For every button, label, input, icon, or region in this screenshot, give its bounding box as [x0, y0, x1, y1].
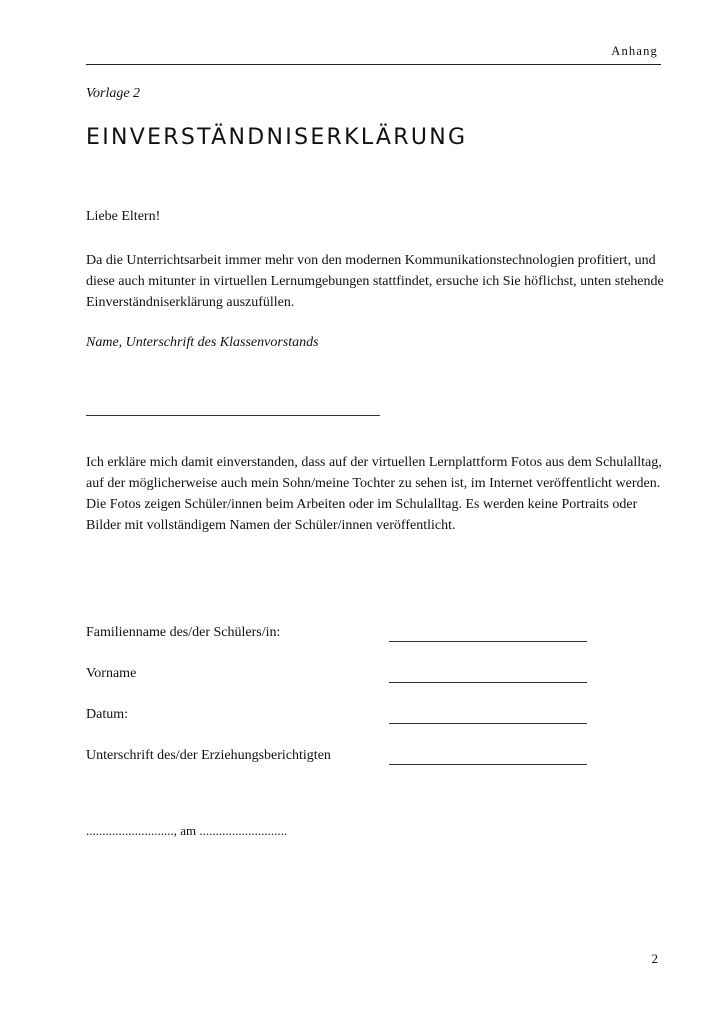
teacher-signature-line	[86, 415, 380, 416]
form-field-guardian-signature-line[interactable]	[389, 764, 587, 765]
form-field-date-label: Datum:	[86, 707, 128, 722]
form-field-surname-label: Familienname des/der Schülers/in:	[86, 625, 281, 640]
header-rule	[86, 64, 661, 65]
page-title: EINVERSTÄNDNISERKLÄRUNG	[86, 125, 468, 150]
header-section-label: Anhang	[611, 44, 658, 58]
consent-paragraph: Ich erkläre mich damit einverstanden, dass auf der virtuellen Lernplattform Fotos aus dem Schulalltag, auf der möglicherweise auch mein Sohn/meine Tochter zu sehen ist, im Internet veröffentlicht werden. Die Fotos zeigen Schüler/innen beim Arbeiten oder im Schulalltag. Es werden keine Portraits oder Bilder mit vollständigem Namen der Schüler/innen veröffentlicht.	[86, 455, 662, 533]
template-label: Vorlage 2	[86, 86, 141, 101]
form-field-guardian-signature-label: Unterschrift des/der Erziehungsberichtigten	[86, 748, 331, 763]
form-field-surname-line[interactable]	[389, 641, 587, 642]
intro-paragraph: Da die Unterrichtsarbeit immer mehr von den modernen Kommunikationstechnologien profitiert, und diese auch mitunter in virtuellen Lernumgebungen stattfindet, ersuche ich Sie höflichst, unten stehende Einverständniserklärung auszufüllen.	[86, 253, 664, 310]
form-field-firstname-line[interactable]	[389, 682, 587, 683]
page-number: 2	[651, 951, 658, 966]
place-date-line: ..........................., am ...........................	[86, 823, 288, 838]
form-field-firstname-label: Vorname	[86, 666, 137, 681]
signature-caption: Name, Unterschrift des Klassenvorstands	[86, 335, 319, 350]
greeting: Liebe Eltern!	[86, 209, 161, 224]
form-field-date-line[interactable]	[389, 723, 587, 724]
